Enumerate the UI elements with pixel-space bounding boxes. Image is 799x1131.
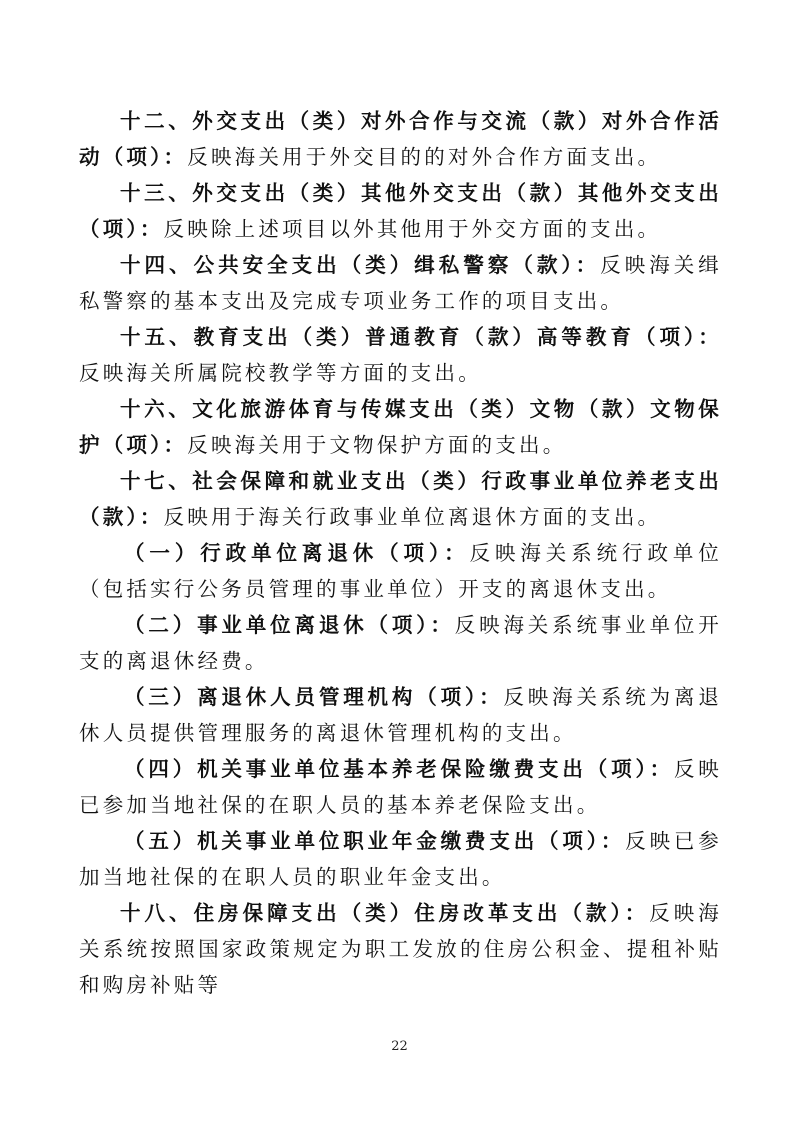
paragraph-text: 反映已参加当地社保的在职人员的基本养老保险支出。 xyxy=(79,757,722,817)
subparagraph-4 xyxy=(79,751,722,823)
paragraph-heading: 十七、社会保障和就业支出（类）行政事业单位养老支出（款）： xyxy=(79,469,722,529)
subparagraph-3 xyxy=(79,679,722,751)
paragraph-heading: （一）行政单位离退休（项）： xyxy=(124,541,470,565)
paragraph-text: 反映海关缉私警察的基本支出及完成专项业务工作的项目支出。 xyxy=(79,253,723,313)
paragraph-heading: 十六、文化旅游体育与传媒支出（类）文物（款）文物保护（项）： xyxy=(79,397,722,457)
paragraph-17 xyxy=(79,463,722,535)
paragraph-12 xyxy=(79,103,722,175)
paragraph-text: 反映除上述项目以外其他用于外交方面的支出。 xyxy=(163,217,662,241)
paragraph-text: 反映海关用于文物保护方面的支出。 xyxy=(187,433,567,457)
paragraph-heading: 十八、住房保障支出（类）住房改革支出（款）： xyxy=(120,901,650,925)
paragraph-heading: 十三、外交支出（类）其他外交支出（款）其他外交支出（项）： xyxy=(79,181,722,241)
paragraph-heading: 十四、公共安全支出（类）缉私警察（款）： xyxy=(120,253,601,277)
paragraph-heading: （五）机关事业单位职业年金缴费支出（项）： xyxy=(124,829,626,853)
paragraph-heading: 十二、外交支出（类）对外合作与交流（款）对外合作活动（项）： xyxy=(79,109,722,169)
paragraph-text: 反映海关系统按照国家政策规定为职工发放的住房公积金、提租补贴和购房补贴等 xyxy=(79,901,722,997)
paragraph-18 xyxy=(79,895,722,1003)
paragraph-heading: 十五、教育支出（类）普通教育（款）高等教育（项）： xyxy=(120,325,722,349)
paragraph-text: 反映已参加当地社保的在职人员的职业年金支出。 xyxy=(79,829,722,889)
page-number: 22 xyxy=(391,1039,408,1054)
subparagraph-2 xyxy=(79,607,722,679)
paragraph-text: 反映海关系统事业单位开支的离退休经费。 xyxy=(79,613,722,673)
paragraph-heading: （二）事业单位离退休（项）： xyxy=(124,613,455,637)
paragraph-text: 反映海关所属院校教学等方面的支出。 xyxy=(79,361,482,385)
paragraph-15 xyxy=(79,319,722,391)
paragraph-heading: （三）离退休人员管理机构（项）： xyxy=(124,685,504,709)
paragraph-text: 反映海关系统行政单位（包括实行公务员管理的事业单位）开支的离退休支出。 xyxy=(79,541,722,601)
paragraph-14 xyxy=(79,247,722,319)
paragraph-13 xyxy=(79,175,722,247)
document-body xyxy=(79,103,722,1003)
paragraph-text: 反映海关用于外交目的的对外合作方面支出。 xyxy=(187,145,662,169)
paragraph-text: 反映用于海关行政事业单位离退休方面的支出。 xyxy=(163,505,662,529)
subparagraph-1 xyxy=(79,535,722,607)
subparagraph-5 xyxy=(79,823,722,895)
paragraph-heading: （四）机关事业单位基本养老保险缴费支出（项）： xyxy=(124,757,674,781)
paragraph-16 xyxy=(79,391,722,463)
paragraph-text: 反映海关系统为离退休人员提供管理服务的离退休管理机构的支出。 xyxy=(79,685,722,745)
